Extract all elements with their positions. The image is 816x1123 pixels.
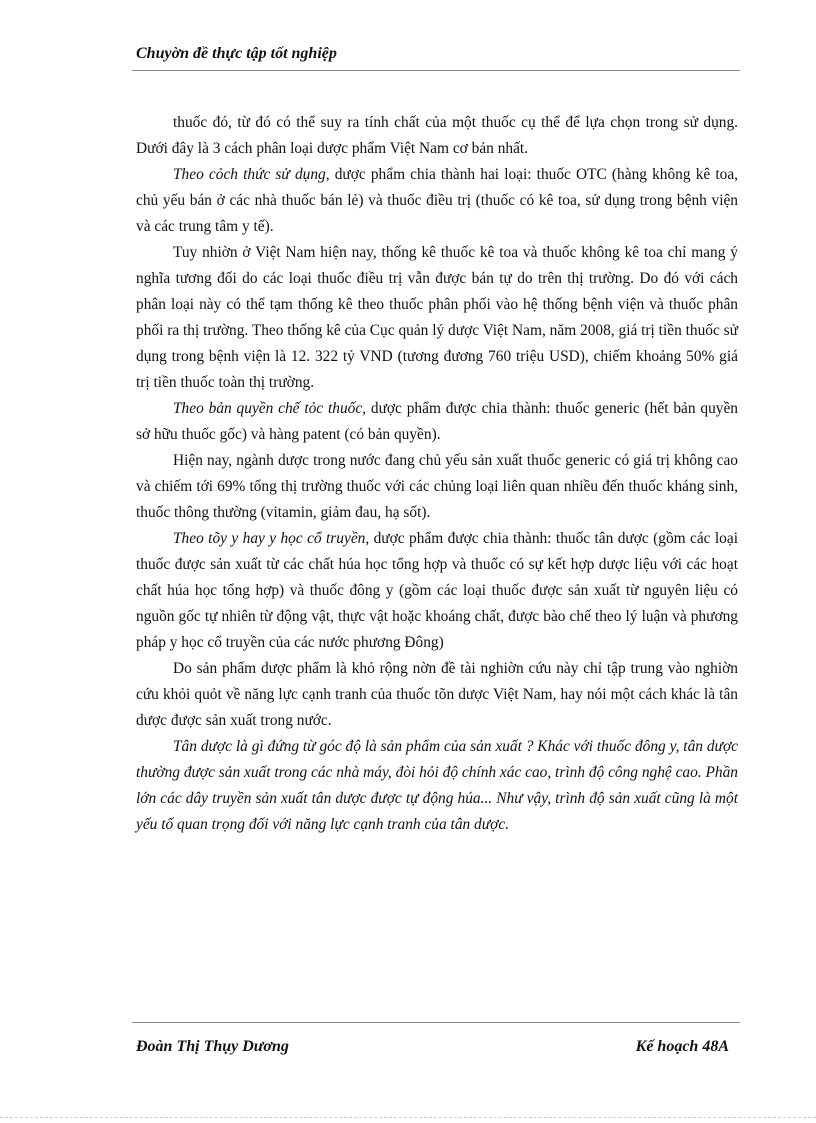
paragraph-5: Hiện nay, ngành dược trong nước đang chủ yếu sản xuất thuốc generic có giá trị không cao và chiếm tới 69% tổng thị trường thuốc với các chủng loại liên quan nhiều đến thuốc kháng sinh, thuốc thông thường (vitamin, giảm đau, hạ sốt).: [136, 452, 738, 521]
paragraph-6-text: dược phẩm được chia thành: thuốc tân dược (gồm các loại thuốc được sản xuất từ các chất húa học tổng hợp và thuốc có sự kết hợp dược liệu với các hoạt chất húa học tổng hợp) và thuốc đông y (gồm các loại thuốc được sản xuất từ nguyên liệu có nguồn gốc tự nhiên từ động vật, thực vật hoặc khoáng chất, được bào chế theo lý luận và phương pháp y học cổ truyền của các nước phương Đông): [136, 530, 738, 651]
paragraph-1: thuốc đó, từ đó có thể suy ra tính chất của một thuốc cụ thể để lựa chọn trong sử dụng. Dưới đây là 3 cách phân loại dược phẩm Việt Nam cơ bản nhất.: [136, 114, 738, 157]
document-body: [136, 110, 738, 838]
paragraph-8: Tân dược là gì đứng từ góc độ là sản phẩm của sản xuất ? Khác với thuốc đông y, tân dược thường được sản xuất trong các nhà máy, đòi hỏi độ chính xác cao, trình độ công nghệ cao. Phần lớn các dây truyền sản xuất tân dược được tự động húa... Như vậy, trình độ sản xuất cũng là một yếu tố quan trọng đối với năng lực cạnh tranh của tân dược.: [136, 738, 739, 833]
footer-divider: [132, 1022, 740, 1023]
paragraph-4: [136, 396, 738, 448]
paragraph-4-text: dược phẩm được chia thành: thuốc generic (hết bản quyền sở hữu thuốc gốc) và hàng patent (có bản quyền).: [136, 400, 738, 443]
page-header-title: Chuyờn đề thực tập tốt nghiệp: [136, 45, 337, 62]
paragraph-3: Tuy nhiờn ở Việt Nam hiện nay, thống kê thuốc kê toa và thuốc không kê toa chỉ mang ý nghĩa tương đối do các loại thuốc điều trị vẫn được bán tự do trên thị trường. Do đó với cách phân loại này có thể tạm thống kê theo thuốc phân phối vào hệ thống bệnh viện và thuốc phân phối ra thị trường. Theo thống kê của Cục quản lý dược Việt Nam, năm 2008, giá trị tiền thuốc sử dụng trong bệnh viện là 12. 322 tỷ VND (tương đương 760 triệu USD), chiếm khoảng 50% giá trị tiền thuốc toàn thị trường.: [136, 244, 738, 391]
footer-author: Đoàn Thị Thụy Dương: [136, 1038, 289, 1055]
page-bottom-edge: [0, 1117, 816, 1118]
footer-class: Kế hoạch 48A: [635, 1038, 729, 1055]
paragraph-2: [136, 162, 738, 240]
paragraph-2-lead: Theo cỏch thức sử dụng,: [173, 166, 330, 183]
header-divider: [132, 70, 740, 71]
paragraph-2-text: dược phẩm chia thành hai loại: thuốc OTC (hàng không kê toa, chủ yếu bán ở các nhà thuốc bán lẻ) và thuốc điều trị (thuốc có kê toa, sử dụng trong bệnh viện và các trung tâm y tế).: [136, 166, 739, 235]
paragraph-4-lead: Theo bản quyền chế tỏc thuốc,: [173, 400, 367, 417]
paragraph-6-lead: Theo tõy y hay y học cổ truyền,: [173, 530, 370, 547]
paragraph-6: [136, 526, 738, 656]
paragraph-7: Do sản phẩm dược phẩm là khỏ rộng nờn đề tài nghiờn cứu này chỉ tập trung vào nghiờn cứu khỏi quỏt về năng lực cạnh tranh của thuốc tõn dược Việt Nam, hay nói một cách khác là tân dược được sản xuất trong nước.: [136, 660, 738, 729]
